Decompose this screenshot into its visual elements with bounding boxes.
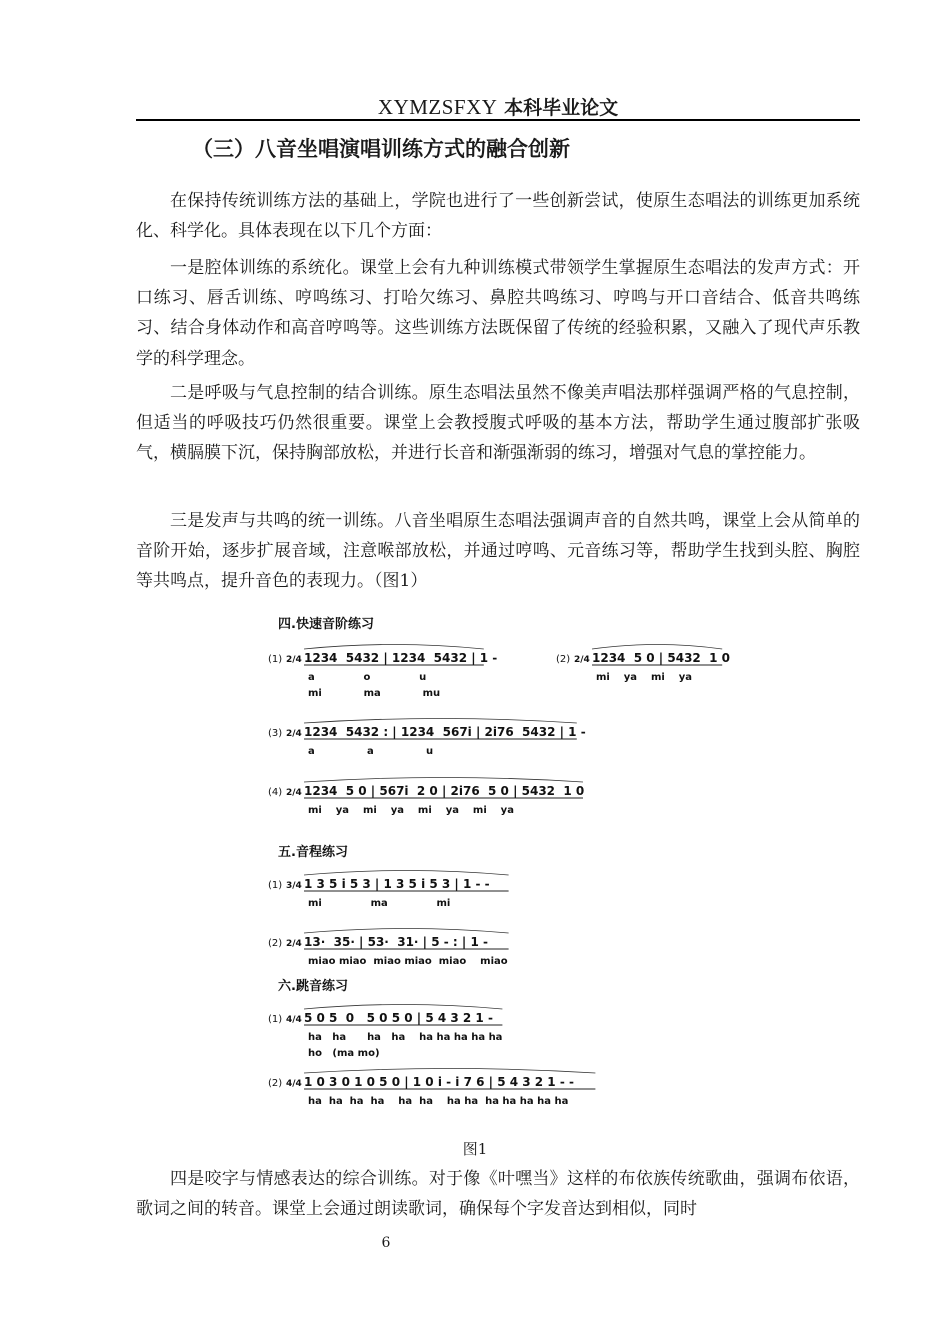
notation-line: 1234 5 0 | 5432 1 0 (592, 651, 730, 665)
time-signature: 3/4 (286, 881, 302, 891)
time-signature: 2/4 (286, 788, 302, 798)
lyrics-line: ho (ma mo) (308, 1048, 380, 1059)
section-title: （三）八音坐唱演唱训练方式的融合创新 (192, 137, 570, 161)
exercise-row-label: (1) (268, 1014, 283, 1025)
lyrics-line: a o u (308, 672, 427, 683)
time-signature: 2/4 (286, 655, 302, 665)
paragraph-diction-training: 四是咬字与情感表达的综合训练。对于像《叶嘿当》这样的布依族传统歌曲，强调布依语，歌词之间的转音。课堂上会通过朗读歌词，确保每个字发音达到相似，同时 (136, 1169, 860, 1220)
lyrics-line: mi ya mi ya mi ya mi ya (308, 805, 514, 816)
slur-arc (304, 645, 484, 650)
slur-arc (592, 645, 722, 650)
lyrics-line: ha ha ha ha ha ha ha ha ha ha ha ha ha (308, 1096, 569, 1107)
lyrics-line: mi ma mi (308, 898, 451, 909)
notation-line: 1234 5432 : | 1234 567i | 2i76 5432 | 1 - (304, 725, 586, 739)
slur-arc (304, 1069, 595, 1074)
paragraph-intro: 在保持传统训练方法的基础上，学院也进行了一些创新尝试，使原生态唱法的训练更加系统化、科学化。具体表现在以下几个方面： (136, 191, 860, 242)
notation-line: 5 0 5 0 5 0 5 0 | 5 4 3 2 1 - (304, 1011, 493, 1025)
lyrics-line: mi ya mi ya (596, 672, 693, 683)
header-school-code: XYMZSFXY (377, 95, 498, 119)
exercise-section-title: 四.快速音阶练习 (278, 617, 374, 632)
exercise-row-label: (1) (268, 654, 283, 665)
slur-arc (304, 871, 509, 876)
figure-music-exercises (264, 612, 734, 1112)
exercise-row-label: (2) (268, 1078, 283, 1089)
exercise-section-title: 五.音程练习 (278, 845, 348, 860)
exercise-row-label: (2) (556, 654, 571, 665)
lyrics-line: mi ma mu (308, 688, 441, 699)
header-thesis-label: 本科毕业论文 (497, 97, 619, 119)
time-signature: 4/4 (286, 1015, 302, 1025)
figure-caption: 图1 (462, 1140, 488, 1158)
lyrics-line: miao miao miao miao miao miao (308, 956, 508, 967)
lyrics-line: a a u (308, 746, 434, 757)
time-signature: 2/4 (286, 729, 302, 739)
lyrics-line: ha ha ha ha ha ha ha ha ha (308, 1032, 503, 1043)
exercise-row-label: (3) (268, 728, 283, 739)
slur-arc (304, 778, 583, 783)
exercise-row-label: (4) (268, 787, 283, 798)
paragraph-cavity-training: 一是腔体训练的系统化。课堂上会有九种训练模式带领学生掌握原生态唱法的发声方式：开口练习、唇舌训练、哼鸣练习、打哈欠练习、鼻腔共鸣练习、哼鸣与开口音结合、低音共鸣练习、结合身体动作和高音哼鸣等。这些训练方法既保留了传统的经验积累，又融入了现代声乐教学的科学理念。 (136, 258, 860, 369)
notation-line: 1234 5432 | 1234 5432 | 1 - (304, 651, 498, 665)
paragraph-breath-training: 二是呼吸与气息控制的结合训练。原生态唱法虽然不像美声唱法那样强调严格的气息控制，但适当的呼吸技巧仍然很重要。课堂上会教授腹式呼吸的基本方法，帮助学生通过腹部扩张吸气，横膈膜下沉，保持胸部放松，并进行长音和渐强渐弱的练习，增强对气息的掌控能力。 (136, 383, 860, 464)
exercise-row-label: (2) (268, 938, 283, 949)
time-signature: 2/4 (286, 939, 302, 949)
notation-line: 13· 35· | 53· 31· | 5 - : | 1 - (304, 935, 488, 949)
notation-line: 1234 5 0 | 567i 2 0 | 2i76 5 0 | 5432 1 0 (304, 784, 585, 798)
slur-arc (304, 719, 577, 724)
notation-line: 1 3 5 i 5 3 | 1 3 5 i 5 3 | 1 - - (304, 877, 490, 891)
paragraph-resonance-training: 三是发声与共鸣的统一训练。八音坐唱原生态唱法强调声音的自然共鸣，课堂上会从简单的音阶开始，逐步扩展音域，注意喉部放松，并通过哼鸣、元音练习等，帮助学生找到头腔、胸腔等共鸣点，提升音色的表现力。（图1） (136, 511, 860, 592)
page-number: 6 (381, 1235, 391, 1251)
exercise-section-title: 六.跳音练习 (278, 979, 348, 994)
page-header (136, 94, 860, 120)
header-rule (136, 119, 860, 121)
exercise-row-label: (1) (268, 880, 283, 891)
time-signature: 4/4 (286, 1079, 302, 1089)
time-signature: 2/4 (574, 655, 590, 665)
slur-arc (304, 1005, 502, 1010)
notation-line: 1 0 3 0 1 0 5 0 | 1 0 i - i 7 6 | 5 4 3 2 1 - - (304, 1075, 574, 1089)
music-score-svg (264, 612, 734, 1112)
slur-arc (304, 929, 509, 934)
